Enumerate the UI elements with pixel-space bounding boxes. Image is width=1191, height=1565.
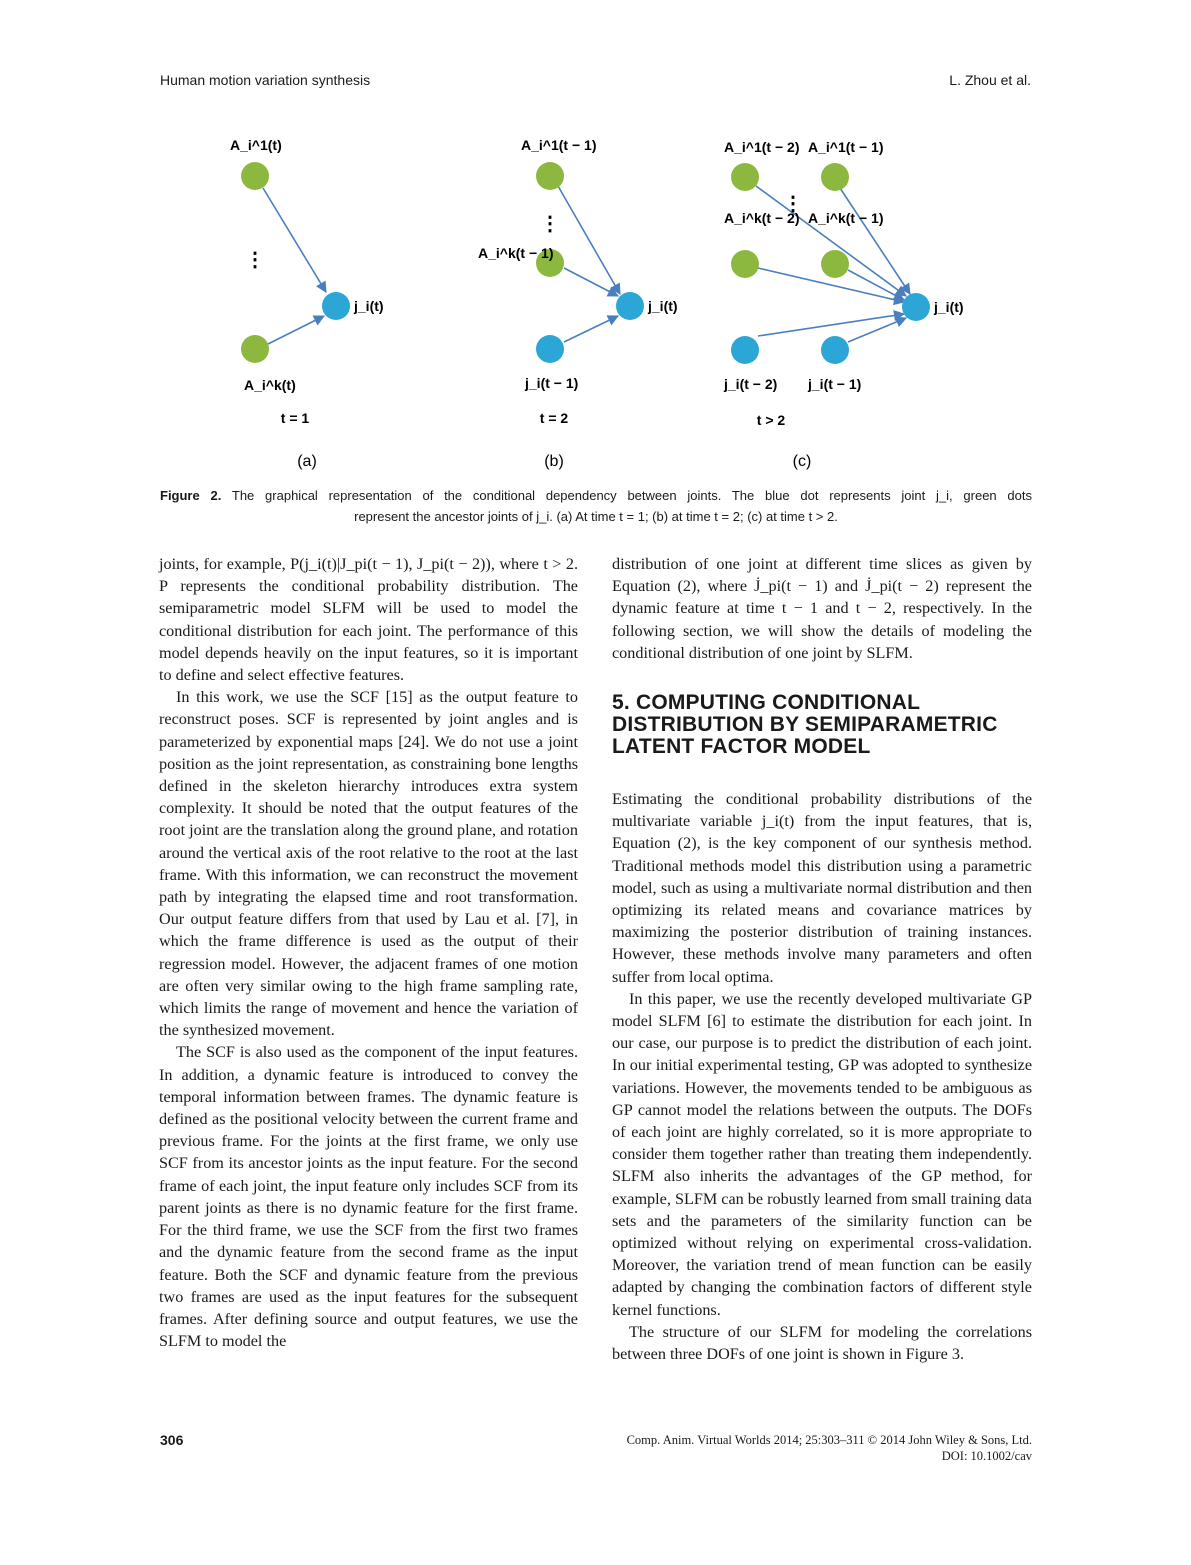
- label-c-joint-t1: j_i(t − 1): [808, 376, 862, 392]
- section-heading: 5. COMPUTING CONDITIONAL DISTRIBUTION BY SEMIPARAMETRIC LATENT FACTOR MODEL: [612, 691, 998, 759]
- body-paragraph: The SCF is also used as the component of the input features. In addition, a dynamic feature is introduced to convey the temporal information between frames. The dynamic feature is defined as the positional velocity between the current frame and previous frame. For the joints at the first frame, we only use SCF from its ancestor joints as the input feature. For the second frame of each joint, the input feature only includes SCF from its parent joints as there is no dynamic feature for the first frame. For the third frame, we use the SCF from the first two frames and the dynamic feature from the second frame as the input feature. Both the SCF and dynamic feature from the previous two frames are used as the input features for the subsequent frames. After defining source and output features, we use the SLFM to model the: [159, 1043, 578, 1351]
- edge-c-5: [758, 314, 904, 336]
- panel-b: [478, 137, 678, 470]
- label-a-1: A_i^1(t): [230, 137, 282, 153]
- panel-label-a: (a): [297, 453, 317, 470]
- label-c-k-t1: A_i^k(t − 1): [808, 210, 884, 226]
- label-b-k: A_i^k(t − 1): [478, 245, 554, 261]
- ancestor-node-b-1: [536, 162, 564, 190]
- ancestor-node-c-k-t2: [731, 250, 759, 278]
- label-c-1-t1: A_i^1(t − 1): [808, 139, 884, 155]
- ellipsis-a: ⋮: [245, 249, 265, 271]
- time-label-c: t > 2: [756, 412, 786, 428]
- right-column: [612, 553, 1032, 1365]
- page-number: 306: [160, 1432, 184, 1448]
- ancestor-node-c-k-t1: [821, 250, 849, 278]
- edge-c-2: [840, 188, 910, 294]
- panel-a: [230, 137, 384, 470]
- joint-node-b-prev: [536, 335, 564, 363]
- footer-citation: [627, 1432, 1032, 1464]
- label-b-1: A_i^1(t − 1): [521, 137, 597, 153]
- joint-node-b: [616, 292, 644, 320]
- body-paragraph: Estimating the conditional probability distributions of the multivariate variable j_i(t) from the input features, that is, Equation (2), is the key component of our synthesis method. Traditional methods model this distribution using a parametric model, such as using a multivariate normal distribution and then optimizing its related means and covariance matrices by maximizing the posterior distribution of training instances. However, these methods involve many parameters and often suffer from local optima.: [612, 790, 1032, 986]
- ancestor-node-a-k: [241, 335, 269, 363]
- ancestor-node-c-1-t1: [821, 163, 849, 191]
- running-head-authors: L. Zhou et al.: [949, 72, 1031, 88]
- caption-label: Figure 2.: [160, 488, 222, 503]
- caption-text-1: The graphical representation of the conditional dependency between joints. The blue dot represents joint j_i, green dots: [231, 488, 1032, 503]
- time-label-a: t = 1: [280, 410, 310, 426]
- time-label-b: t = 2: [539, 410, 569, 426]
- edge-b-top: [558, 186, 620, 294]
- running-head-title: Human motion variation synthesis: [160, 72, 371, 88]
- panel-label-c: (c): [792, 453, 812, 470]
- label-c-k-t2: A_i^k(t − 2): [724, 210, 800, 226]
- joint-node-c-t2: [731, 336, 759, 364]
- figure-caption-line-2: represent the ancestor joints of j_i. (a) At time t = 1; (b) at time t = 2; (c) at time t > 2.: [354, 509, 838, 524]
- edge-c-1: [756, 186, 906, 296]
- edge-b-mid: [564, 268, 618, 296]
- ancestor-node-a-1: [241, 162, 269, 190]
- edge-b-bottom: [564, 316, 618, 342]
- joint-node-a: [322, 292, 350, 320]
- body-paragraph: distribution of one joint at different time slices as given by Equation (2), where J̇_pi(t − 1) and J̇_pi(t − 2) represent the dynamic feature at time t − 1 and t − 2, respectively. In the following section, we will show the details of modeling the conditional distribution of one joint by SLFM.: [612, 555, 1032, 662]
- joint-node-c: [902, 293, 930, 321]
- edge-a-top: [263, 188, 326, 292]
- panel-c: [723, 139, 964, 470]
- label-c-joint-t2: j_i(t − 2): [724, 376, 778, 392]
- body-paragraph: In this paper, we use the recently developed multivariate GP model SLFM [6] to estimate the distribution for each joint. In our case, our purpose is to predict the distribution of each joint. In our initial experimental testing, GP was adopted to synthesize variations. However, the movements tended to be ambiguous as GP cannot model the relations between the outputs. The DOFs of each joint are highly correlated, so it is more appropriate to consider them together rather than treating them independently. SLFM also inherits the advantages of the GP method, for example, SLFM can be robustly learned from small training data sets and the parameters of the similarity function can be optimized without relying on experimental cross-validation. Moreover, the variation trend of mean function can be easily adapted by changing the combination factors of different style kernel functions.: [612, 989, 1032, 1319]
- label-joint-a: j_i(t): [354, 298, 384, 314]
- figure-2-diagram: [160, 120, 1032, 480]
- label-b-joint-prev: j_i(t − 1): [525, 375, 579, 391]
- body-paragraph: joints, for example, P(j_i(t)|J_pi(t − 1), J_pi(t − 2)), where t > 2. P represents the conditional probability distribution. The semiparametric model SLFM will be used to model the conditional distribution for each joint. The performance of this model depends heavily on the input features, so it is important to define and select effective features.: [159, 555, 578, 685]
- label-joint-b: j_i(t): [648, 298, 678, 314]
- ancestor-node-c-1-t2: [731, 163, 759, 191]
- doi: DOI: 10.1002/cav: [941, 1449, 1032, 1463]
- ellipsis-c: ⋮: [783, 193, 803, 215]
- journal-citation: Comp. Anim. Virtual Worlds 2014; 25:303–311 © 2014 John Wiley & Sons, Ltd.: [626, 1433, 1032, 1447]
- panel-label-b: (b): [544, 453, 564, 470]
- body-paragraph: In this work, we use the SCF [15] as the output feature to reconstruct poses. SCF is represented by joint angles and is parameterized by exponential maps [24]. We do not use a joint position as the joint representation, as constraining bone lengths defined in the skeleton hierarchy introduces extra system complexity. It should be noted that the output features of the root joint are the translation along the ground plane, and rotation around the vertical axis of the root relative to the root at the last frame. With this information, we can reconstruct the movement path by integrating the elapsed time and root transformation. Our output feature differs from that used by Lau et al. [7], in which the frame difference is used as the output of their regression model. However, the adjacent frames of one motion are often very similar owing to the high frame sampling rate, which limits the range of movement and hence the variation of the synthesized movement.: [159, 688, 578, 1040]
- label-a-k: A_i^k(t): [244, 377, 296, 393]
- ellipsis-b: ⋮: [540, 213, 560, 235]
- label-c-1-t2: A_i^1(t − 2): [724, 139, 800, 155]
- left-column: [159, 553, 578, 1352]
- figure-caption-line-1: [160, 485, 1032, 506]
- joint-node-c-t1: [821, 336, 849, 364]
- edge-a-bottom: [268, 316, 324, 344]
- label-joint-c: j_i(t): [934, 299, 964, 315]
- body-paragraph: The structure of our SLFM for modeling the correlations between three DOFs of one joint is shown in Figure 3.: [612, 1322, 1032, 1364]
